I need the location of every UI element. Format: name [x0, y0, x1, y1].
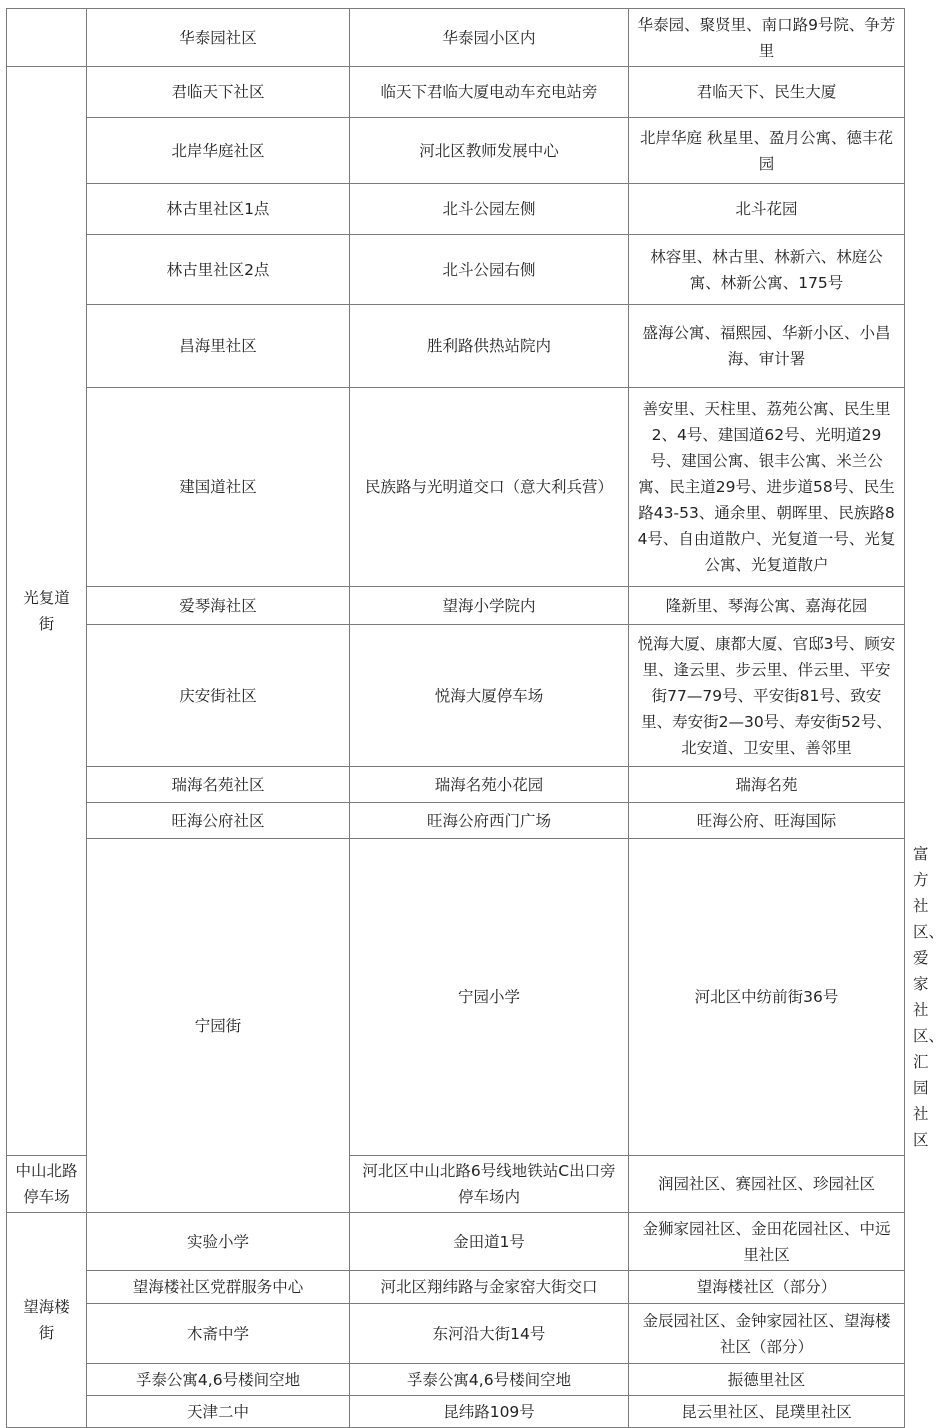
coverage-cell: 望海楼社区（部分） — [629, 1271, 905, 1304]
table-row — [7, 67, 905, 118]
community-cell: 华泰园社区 — [87, 9, 350, 67]
coverage-cell: 林容里、林古里、林新六、林庭公寓、林新公寓、175号 — [629, 235, 905, 305]
coverage-cell: 润园社区、赛园社区、珍园社区 — [629, 1156, 905, 1213]
location-cell: 孚泰公寓4,6号楼间空地 — [350, 1364, 629, 1396]
location-cell: 旺海公府西门广场 — [350, 803, 629, 839]
coverage-cell: 盛海公寓、福熙园、华新小区、小昌海、审计署 — [629, 305, 905, 388]
location-cell: 河北区中山北路6号线地铁站C出口旁停车场内 — [350, 1156, 629, 1213]
community-cell: 瑞海名苑社区 — [87, 767, 350, 803]
community-cell: 庆安街社区 — [87, 625, 350, 767]
community-cell: 天津二中 — [87, 1396, 350, 1428]
location-cell: 瑞海名苑小花园 — [350, 767, 629, 803]
table-row — [7, 235, 905, 305]
street-cell-empty — [7, 9, 87, 67]
location-cell: 金田道1号 — [350, 1213, 629, 1271]
location-cell: 北斗公园左侧 — [350, 184, 629, 235]
coverage-cell: 北斗花园 — [629, 184, 905, 235]
table-row — [7, 1304, 905, 1364]
community-cell: 旺海公府社区 — [87, 803, 350, 839]
table-row — [7, 767, 905, 803]
location-cell: 悦海大厦停车场 — [350, 625, 629, 767]
community-cell: 爱琴海社区 — [87, 587, 350, 625]
table-row — [7, 1364, 905, 1396]
community-cell: 宁园小学 — [350, 839, 629, 1156]
community-cell: 林古里社区1点 — [87, 184, 350, 235]
street-cell: 望海楼街 — [7, 1213, 87, 1428]
coverage-cell: 振德里社区 — [629, 1364, 905, 1396]
street-cell: 宁园街 — [87, 839, 350, 1213]
coverage-cell: 旺海公府、旺海国际 — [629, 803, 905, 839]
table-row — [7, 118, 905, 184]
coverage-cell: 华泰园、聚贤里、南口路9号院、争芳里 — [629, 9, 905, 67]
community-cell: 中山北路停车场 — [7, 1156, 87, 1213]
location-cell: 胜利路供热站院内 — [350, 305, 629, 388]
coverage-cell: 君临天下、民生大厦 — [629, 67, 905, 118]
table-row — [7, 388, 905, 587]
location-cell: 望海小学院内 — [350, 587, 629, 625]
table-row — [7, 184, 905, 235]
community-cell: 望海楼社区党群服务中心 — [87, 1271, 350, 1304]
location-cell: 河北区教师发展中心 — [350, 118, 629, 184]
community-cell: 林古里社区2点 — [87, 235, 350, 305]
coverage-cell: 金辰园社区、金钟家园社区、望海楼社区（部分） — [629, 1304, 905, 1364]
coverage-cell: 悦海大厦、康都大厦、官邸3号、顾安里、逢云里、步云里、伴云里、平安街77—79号、平安街81号、致安里、寿安街2—30号、寿安街52号、北安道、卫安里、善邻里 — [629, 625, 905, 767]
coverage-cell: 昆云里社区、昆璞里社区 — [629, 1396, 905, 1428]
table-row: 宁园街 宁园小学 河北区中纺前街36号 富方社区、爱家社区、汇园社区 — [7, 839, 905, 1156]
table-row — [7, 803, 905, 839]
community-cell: 木斋中学 — [87, 1304, 350, 1364]
location-cell: 东河沿大街14号 — [350, 1304, 629, 1364]
location-cell: 北斗公园右侧 — [350, 235, 629, 305]
community-cell: 北岸华庭社区 — [87, 118, 350, 184]
community-cell: 实验小学 — [87, 1213, 350, 1271]
community-cell: 建国道社区 — [87, 388, 350, 587]
table-row — [7, 587, 905, 625]
table-row — [7, 1213, 905, 1271]
street-cell: 光复道街 — [7, 67, 87, 1156]
location-cell: 民族路与光明道交口（意大利兵营） — [350, 388, 629, 587]
table-row — [7, 305, 905, 388]
location-cell: 临天下君临大厦电动车充电站旁 — [350, 67, 629, 118]
community-cell: 昌海里社区 — [87, 305, 350, 388]
coverage-cell: 隆新里、琴海公寓、嘉海花园 — [629, 587, 905, 625]
site-table — [6, 8, 944, 1428]
community-cell: 君临天下社区 — [87, 67, 350, 118]
location-cell: 河北区翔纬路与金家窑大街交口 — [350, 1271, 629, 1304]
coverage-cell: 金狮家园社区、金田花园社区、中远里社区 — [629, 1213, 905, 1271]
location-cell: 昆纬路109号 — [350, 1396, 629, 1428]
location-cell: 河北区中纺前街36号 — [629, 839, 905, 1156]
coverage-cell: 瑞海名苑 — [629, 767, 905, 803]
coverage-cell: 善安里、天柱里、荔苑公寓、民生里2、4号、建国道62号、光明道29号、建国公寓、银丰公寓、米兰公寓、民主道29号、进步道58号、民生路43-53、通余里、朝晖里、民族路84号、自由道散户、光复道一号、光复公寓、光复道散户 — [629, 388, 905, 587]
location-cell: 华泰园小区内 — [350, 9, 629, 67]
table-row — [7, 9, 905, 67]
table-row — [7, 625, 905, 767]
table-row — [7, 1271, 905, 1304]
coverage-cell: 北岸华庭 秋星里、盈月公寓、德丰花园 — [629, 118, 905, 184]
table-row — [7, 1396, 905, 1428]
community-cell: 孚泰公寓4,6号楼间空地 — [87, 1364, 350, 1396]
